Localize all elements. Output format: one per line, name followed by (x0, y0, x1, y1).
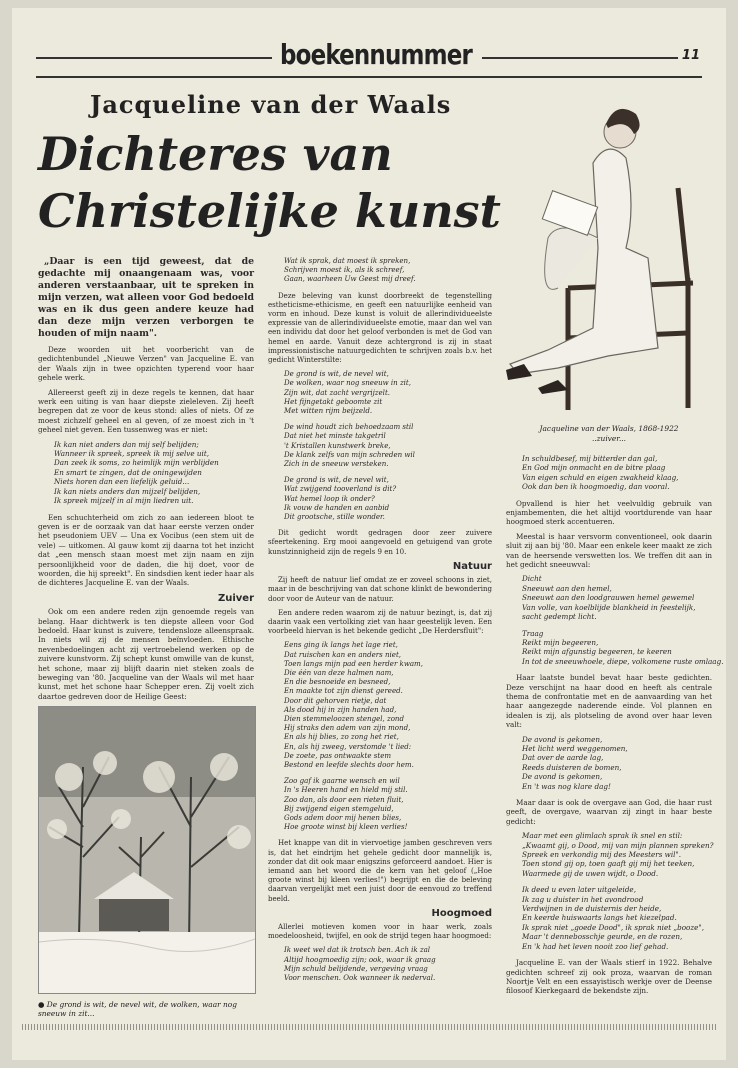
column-1 (38, 256, 254, 706)
poem-line: En maakte tot zijn dienst gereed. (284, 686, 403, 696)
section-header (36, 38, 702, 78)
poem (284, 256, 492, 284)
subheading: Hoogmoed (431, 907, 492, 919)
poem-line: In tot de sneeuwhoele, diepe, volkomene ruste omlaag. (522, 656, 724, 666)
poem-line: In schuldbesef, mij bitterder dan gal, (522, 454, 658, 463)
poem-line: De zoete, pas ontwaakte stem (284, 750, 392, 760)
page-number: 11 (681, 48, 700, 63)
poem (284, 475, 492, 521)
poem-line: Reikt mijn begeeren, (522, 637, 599, 647)
paragraph: Ook om een andere reden zijn genoemde regels van belang. Haar dichtwerk is ten diepste alleen voor God bedoeld. Haar kunst is zuivere, tendensloze alleenspraak. In niets wil zij de mensen beïnvloeden. Ethische nevenbedoelingen acht zij vertroebelend werken op de zuivere kunstvorm. Zij schept kunst omwille van de kunst, het schone, maar zij blijft daarin niet steken zoals de beweging van '80. Jacqueline van der Waals wil met haar kunst, met het schone haar Schepper eren. Zij voelt zich daartoe gedreven door de Heilige Geest: (38, 607, 254, 701)
headline-line-2: Christelijke kunst (38, 184, 501, 238)
poem-line: Ook dan ben ik hoogmoedig, dan vooral. (522, 482, 670, 492)
poem-line: Verdwijnen in de duisternis der heide, (522, 904, 662, 914)
poem-line: In 's Heeren hand en hield mij stil. (284, 785, 408, 795)
poem-line: En keerde huiswaarts langs het kiezelpad. (522, 913, 677, 923)
poem-line: En 'k had het leven nooit zoo lief gehad. (522, 941, 669, 951)
poem-line: Als dood hij in zijn handen had, (284, 704, 397, 714)
poem-line: De wind houdt zich behoedzaam stil (284, 422, 414, 432)
poem-line: En 't was nog klare dag! (522, 781, 611, 791)
paragraph: Haar laatste bundel bevat haar beste gedichten. Deze verschijnt na haar dood en heeft als centrale thema de confrontatie met en de aanvaarding van het haar aangezegde naderende einde. Vol plannen en idealen is zij, als plotseling de avond over haar leven valt: (506, 673, 712, 730)
poem-line: Reikt mijn afgunstig begeeren, te keeren (522, 647, 672, 657)
poem-line: Mijn schuld belijdende, vergeving vraag (284, 963, 428, 973)
paragraph: Allerlei motieven komen voor in haar werk, zoals moedeloosheid, twijfel, en ook de strijd tegen haar hoogmoed: (268, 922, 492, 941)
paragraph: Zij heeft de natuur lief omdat ze er zoveel schoons in ziet, maar in de beschrijving van dat schone klinkt de bewondering door voor de Auteur van de natuur. (268, 575, 492, 603)
poem (284, 422, 492, 468)
paragraph: Allereerst geeft zij in deze regels te kennen, dat haar werk een uiting is van haar diepste zieleleven. Zij heeft begrepen dat ze voor de keus stond: alles of niets. Of ze moest zichzelf geheel en al geven, of ze moest zich in 't geheel niet geven. Een tussenweg was er niet: (38, 387, 254, 435)
poem (284, 945, 492, 982)
paragraph: Opvallend is hier het veelvuldig gebruik van enjambementen, die het altijd voortdurende van haar hoogmoed sterk accentueren. (506, 498, 712, 527)
poem (522, 831, 712, 878)
poem-line: Zoo gaf ik gaarne wensch en wil (284, 776, 400, 786)
poem-line: En die besnoeide en besneed, (284, 677, 391, 687)
portrait-illustration (498, 88, 712, 420)
caption-line: ..zuiver... (591, 433, 627, 443)
poem-line: Bij zwijgend eigen stemgeluid, (284, 803, 394, 813)
poem-line: Waarmede gij de uwen wijdt, o Dood. (522, 868, 659, 878)
poem-line: Hoe groote winst bij kleen verlies! (284, 822, 408, 832)
poem-line: sacht gedempt licht. (522, 612, 597, 622)
article-headline (38, 126, 518, 240)
paragraph: Dit gedicht wordt gedragen door zeer zuivere sfeertekening. Erg mooi aangevoeld en getuigend van grote kunstzinnigheid zijn de regels 9 en 10. (268, 528, 492, 556)
poem-line: „Kwaamt gij, o Dood, mij van mijn plannen spreken? (522, 840, 714, 850)
poem-line: Wat zwijgend tooverland is dit? (284, 484, 397, 494)
column-2 (268, 256, 492, 989)
poem (284, 640, 492, 769)
poem-line: Door dit gehorven rietje, dat (284, 695, 387, 705)
poem (284, 776, 492, 831)
poem (522, 628, 724, 667)
poem-line: 't Kristallen kunstwerk breke, (284, 440, 391, 450)
poem-line: En als hij blies, zo zong het riet, (284, 732, 399, 742)
subheading: Zuiver (217, 592, 254, 604)
poem-line: Dat ruischen kan en anders niet, (284, 649, 402, 659)
poem (522, 454, 712, 492)
header-rule-right (482, 57, 678, 59)
paragraph: Het knappe van dit in viervoetige jamben geschreven vers is, dat het eindrijm het gehele gedicht door mannelijk is, zonder dat dit ook maar enigszins geforceerd aandoet. Hier is iemand aan het woord die de kern van het geloof („Hoe groote winst bij kleen verlies!") begrijpt en die de beleving daarvan vergelijkt met een juist door de eenvoud zo treffend beeld. (268, 838, 492, 903)
headline-line-1: Dichteres van (38, 127, 393, 181)
poem-line: Sneeuwt aan den hemel, (522, 583, 612, 593)
poem-line: Ik spreek mijzelf in al mijn liedren uit. (54, 496, 194, 506)
poem (284, 369, 492, 415)
poem-line: Spreek en verkondig mij des Meesters wil". (522, 850, 682, 860)
poem-line: Maar met een glimlach sprak ik snel en stil: (522, 831, 683, 841)
poem-line: Dien stemmeloozen stengel, zond (284, 713, 404, 723)
poem-line: Toen langs mijn pad een herder kwam, (284, 658, 423, 668)
poem-line: Dicht (522, 574, 542, 584)
poem-line: En, als hij zweeg, verstomde 't lied: (284, 741, 412, 751)
poem-line: Dit grootsche, stille wonder. (284, 512, 385, 522)
newspaper-page (12, 8, 726, 1060)
poem-line: Voor menschen. Ook wanneer ik nederval. (284, 973, 436, 983)
poem-line: De wolken, waar nog sneeuw in zit, (284, 378, 411, 388)
lead-paragraph: „Daar is een tijd geweest, dat de gedachte mij onaangenaam was, voor anderen verstaanbaar, uit te spreken in mijn verzen, wat alleen voor God bedoeld was en ik dus geen andere keuze had dan deze mijn verzen verborgen te houden of mijn naam". (38, 256, 254, 339)
poem-line: Die één van deze halmen nam, (284, 667, 394, 677)
poem-line: De grond is wit, de nevel wit, (284, 369, 389, 379)
winter-landscape-photo (38, 706, 256, 994)
poem (54, 440, 254, 506)
poem-line: De klank zelfs van mijn schreden wil (284, 449, 415, 459)
poem-line: Ik zag u duister in het avondrood (522, 894, 644, 904)
poem-line: Hij straks den adem van zijn mond, (284, 723, 411, 733)
poem-line: Dan zeek ik soms, zo heimlijk mijn verblijden (54, 458, 219, 468)
poem-line: Schrijven moest ik, als ik schreef, (284, 265, 405, 275)
poem (522, 574, 712, 621)
paragraph: Maar daar is ook de overgave aan God, die haar rust geeft, de overgave, waarvan zij zingt in haar beste gedicht: (506, 798, 712, 826)
poem-line: Het licht werd weggenomen, (522, 743, 628, 753)
portrait-caption (524, 424, 694, 443)
poem-line: Reeds duisteren de bomen, (522, 762, 622, 772)
poem-line: Wat ik sprak, dat moest ik spreken, (284, 256, 411, 265)
bottom-border (22, 1024, 716, 1030)
poem-line: Altijd hoogmoedig zijn; ook, waar ik graag (284, 954, 436, 964)
column-3 (506, 454, 724, 1001)
caption-line: Jacqueline van der Waals, 1868-1922 (539, 424, 679, 433)
poem-line: Van volle, van koelblijde blankheid in feestelijk, (522, 602, 696, 612)
subheading: Natuur (452, 560, 492, 572)
header-underline (36, 76, 702, 78)
poem-line: Met witten rijm beijzeld. (284, 406, 373, 416)
paragraph: Jacqueline E. van der Waals stierf in 1922. Behalve gedichten schreef zij ook proza, waarvan de roman Noortje Velt en een essayistisch werkje over de Deense filosoof Kierkegaard de bekendste zijn. (506, 958, 712, 996)
poem (522, 735, 712, 791)
poem-line: En God mijn onmacht en de bitre plaag (522, 463, 666, 473)
poem-line: Van eigen schuld en eigen zwakheid klaag, (522, 472, 679, 482)
poem (522, 885, 712, 951)
paragraph: Deze beleving van kunst doorbreekt de tegenstelling estheticisme-ethicisme, en geeft een natuurlijke eenheid van vorm en inhoud. Deze kunst is voluit de allerindividueelste expressie van de allerindividueelste emotie, maar dan wel van een individu dat door het geloof verbonden is met de God van hemel en aarde. Vanuit deze achtergrond is zij in staat impressionistische natuurgedichten te schrijven zoals b.v. het gedicht Winterstilte: (268, 290, 492, 365)
poem-line: Wanneer ik spreek, spreek ik mij selve uit, (54, 449, 210, 459)
poem-line: De avond is gekomen, (522, 772, 603, 782)
poem-line: Traag (522, 628, 544, 638)
poem-line: Ik vouw de handen en aanbid (284, 502, 390, 512)
poem-line: Toen stond gij op, toen gaaft gij mij het teeken, (522, 859, 695, 869)
poem-line: En smart te zingen, dat de oningewijden (54, 467, 202, 477)
paragraph: Een schuchterheid om zich zo aan iedereen bloot te geven is er de oorzaak van dat haar eerste verzen onder het pseudoniem UEV — Una ex Vocibus (een stem uit de vele) — uitkomen. Al gauw komt zij daarna tot het inzicht dat „een mensch staan moest met zijn naam en zijn persoonlijkheid voor de daden, die hij doet, voor de woorden, die hij spreekt". En sindsdien kent ieder haar als de dichteres Jacqueline E. van der Waals. (38, 512, 254, 588)
poem-line: Zich in de sneeuw versteken. (284, 459, 389, 469)
poem-line: Zijn wit, dat zacht vergrijzelt. (284, 387, 391, 397)
header-rule-left (36, 57, 272, 59)
poem-line: Eens ging ik langs het lage riet, (284, 640, 398, 650)
poem-line: Ik deed u even later uitgeleide, (522, 885, 636, 895)
poem-line: Dat over de aarde lag, (522, 753, 604, 763)
poem-line: Maar 't dennebosschje geurde, en de rozen, (522, 932, 683, 942)
paragraph: Meestal is haar versvorm conventioneel, ook daarin sluit zij aan bij '80. Maar een enkele keer maakt ze zich van de heersende verswetten los. We treffen dit aan in het gedicht sneeuwval: (506, 531, 712, 570)
article-kicker: Jacqueline van der Waals (90, 90, 452, 119)
poem-line: Gaan, waarheen Uw Geest mij dreef. (284, 274, 416, 284)
section-title: boekennummer (280, 38, 472, 71)
poem-line: Dat niet het minste takgetril (284, 431, 386, 441)
poem-line: Ik sprak niet „goede Dood", ik sprak niet „booze", (522, 922, 704, 932)
poem-line: Niets horen dan een liefelijk geluid... (54, 477, 190, 487)
poem-line: Bestond en leefde slechts door hem. (284, 759, 414, 769)
paragraph: Deze woorden uit het voorbericht van de gedichtenbundel „Nieuwe Verzen" van Jacqueline E. van der Waals zijn in twee opzichten typerend voor haar gehele werk. (38, 345, 254, 383)
poem-line: Ik weet wel dat ik trotsch ben. Ach ik zal (284, 945, 431, 955)
poem-line: Ik kan niets anders dan mijzelf belijden, (54, 486, 201, 496)
poem-line: De grond is wit, de nevel wit, (284, 475, 389, 485)
paragraph: Een andere reden waarom zij de natuur bezingt, is, dat zij daarin vaak een vertolking ziet van haar geestelijk leven. Een voorbeeld hiervan is het bekende gedicht „De Herdersfluit": (268, 607, 492, 636)
poem-line: Sneeuwt aan den loodgrauwen hemel gewemel (522, 593, 695, 603)
poem-line: Gods adem door mij henen blies, (284, 812, 402, 822)
poem-line: Het fijngetakt geboomte zit (284, 396, 383, 406)
poem-line: Zoo dan, als door een rieten fluit, (284, 794, 404, 804)
poem-line: De avond is gekomen, (522, 734, 603, 744)
poem-line: Ik kan niet anders dan mij self belijden; (54, 439, 199, 449)
poem-line: Wat hemel loop ik onder? (284, 493, 375, 503)
photo-caption: ● De grond is wit, de nevel wit, de wolken, waar nog sneeuw in zit... (38, 1000, 237, 1018)
